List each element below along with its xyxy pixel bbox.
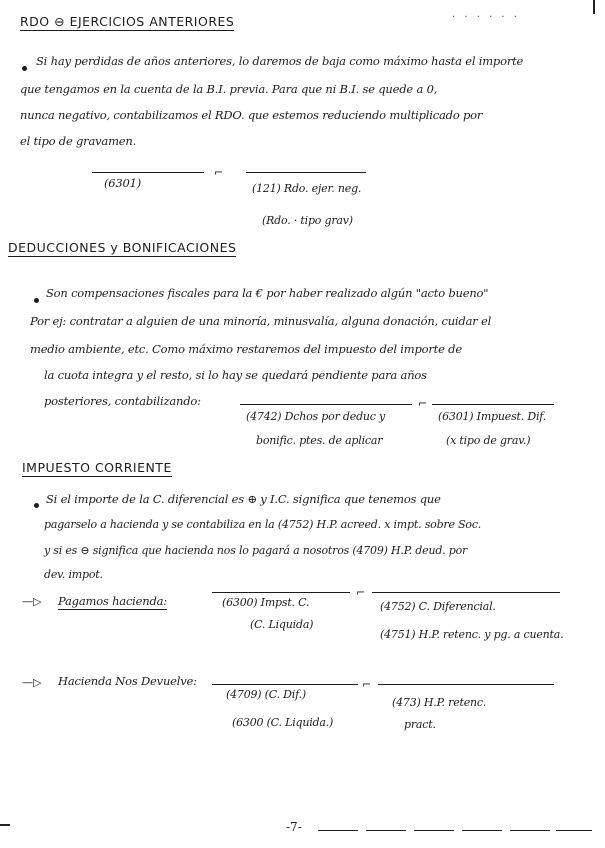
devuelve-debit-1: (4709) (C. Dif.) [226, 688, 306, 701]
rdo-line-2: que tengamos en la cuenta de la B.I. previa. Para que ni B.I. se quede a 0, [20, 82, 438, 96]
entry-separator: ⌐ [356, 586, 366, 599]
deducciones-line-4: la cuota integra y el resto, si lo hay se quedará pendiente para años [44, 368, 427, 382]
section-heading-rdo: RDO ⊖ EJERCICIOS ANTERIORES [20, 14, 235, 29]
entry-separator: ⌐ [418, 397, 428, 410]
pagamos-debit-1: (6300) Impst. C. [222, 596, 310, 609]
entry-line-credit [378, 684, 554, 685]
deducciones-line-2: Por ej: contratar a alguien de una minoría, minusvalía, alguna donación, cuidar el [30, 314, 492, 328]
rdo-line-4: el tipo de gravamen. [20, 134, 137, 148]
scribble-marks: · · · · · · [452, 12, 520, 23]
page-edge-mark [0, 824, 10, 826]
entry-line-debit [240, 404, 412, 405]
rdo-entry-credit-2: (Rdo. · tipo grav) [262, 214, 353, 227]
pagamos-credit-1: (4752) C. Diferencial. [380, 600, 496, 613]
deducciones-entry-debit-2: bonific. ptes. de aplicar [256, 434, 383, 447]
entry-line-credit [246, 172, 366, 173]
deducciones-entry-credit-1: (6301) Impuest. Dif. [438, 410, 547, 423]
footer-line [414, 830, 454, 831]
page-number: -7- [286, 820, 302, 834]
entry-line-debit [212, 592, 350, 593]
devuelve-label: Hacienda Nos Devuelve: [58, 674, 197, 688]
bullet [22, 66, 27, 71]
devuelve-debit-2: (6300 (C. Liquida.) [232, 716, 334, 729]
deducciones-line-3: medio ambiente, etc. Como máximo restaremos del impuesto del importe de [30, 342, 462, 356]
section-heading-deducciones: DEDUCCIONES y BONIFICACIONES [8, 240, 237, 255]
rdo-entry-credit-1: (121) Rdo. ejer. neg. [252, 182, 362, 195]
entry-separator: ⌐ [362, 678, 372, 691]
bullet [34, 298, 39, 303]
deducciones-entry-credit-2: (x tipo de grav.) [446, 434, 531, 447]
devuelve-credit-1: (473) H.P. retenc. [392, 696, 487, 709]
entry-line-debit [212, 684, 358, 685]
arrow-icon: —▷ [22, 595, 42, 608]
deducciones-line-5: posteriores, contabilizando: [44, 394, 201, 408]
entry-line-credit [372, 592, 560, 593]
page-corner-mark [593, 0, 605, 14]
rdo-line-3: nunca negativo, contabilizamos el RDO. que estemos reduciendo multiplicado por [20, 108, 483, 122]
pagamos-debit-2: (C. Liquida) [250, 618, 314, 631]
arrow-icon: —▷ [22, 676, 42, 689]
rdo-line-1: Si hay perdidas de años anteriores, lo daremos de baja como máximo hasta el importe [36, 54, 524, 68]
footer-line [318, 830, 358, 831]
footer-line [556, 830, 592, 831]
footer-line [366, 830, 406, 831]
impuesto-line-2: pagarselo a hacienda y se contabiliza en la (4752) H.P. acreed. x impt. sobre Soc. [44, 518, 482, 531]
entry-line-credit [432, 404, 554, 405]
deducciones-line-1: Son compensaciones fiscales para la € por haber realizado algún "acto bueno" [46, 286, 489, 300]
devuelve-credit-2: pract. [404, 718, 436, 731]
rdo-entry-debit: (6301) [104, 176, 142, 190]
entry-separator: ⌐ [214, 166, 224, 179]
impuesto-line-1: Si el importe de la C. diferencial es ⊕ y I.C. significa que tenemos que [46, 492, 441, 506]
pagamos-credit-2: (4751) H.P. retenc. y pg. a cuenta. [380, 628, 564, 641]
bullet [34, 503, 39, 508]
deducciones-entry-debit-1: (4742) Dchos por deduc y [246, 410, 386, 423]
footer-line [462, 830, 502, 831]
footer-line [510, 830, 550, 831]
entry-line-debit [92, 172, 204, 173]
pagamos-label: Pagamos hacienda: [58, 594, 167, 608]
impuesto-line-4: dev. impot. [44, 568, 103, 581]
impuesto-line-3: y si es ⊖ significa que hacienda nos lo pagará a nosotros (4709) H.P. deud. por [44, 544, 468, 557]
section-heading-impuesto: IMPUESTO CORRIENTE [22, 460, 172, 475]
